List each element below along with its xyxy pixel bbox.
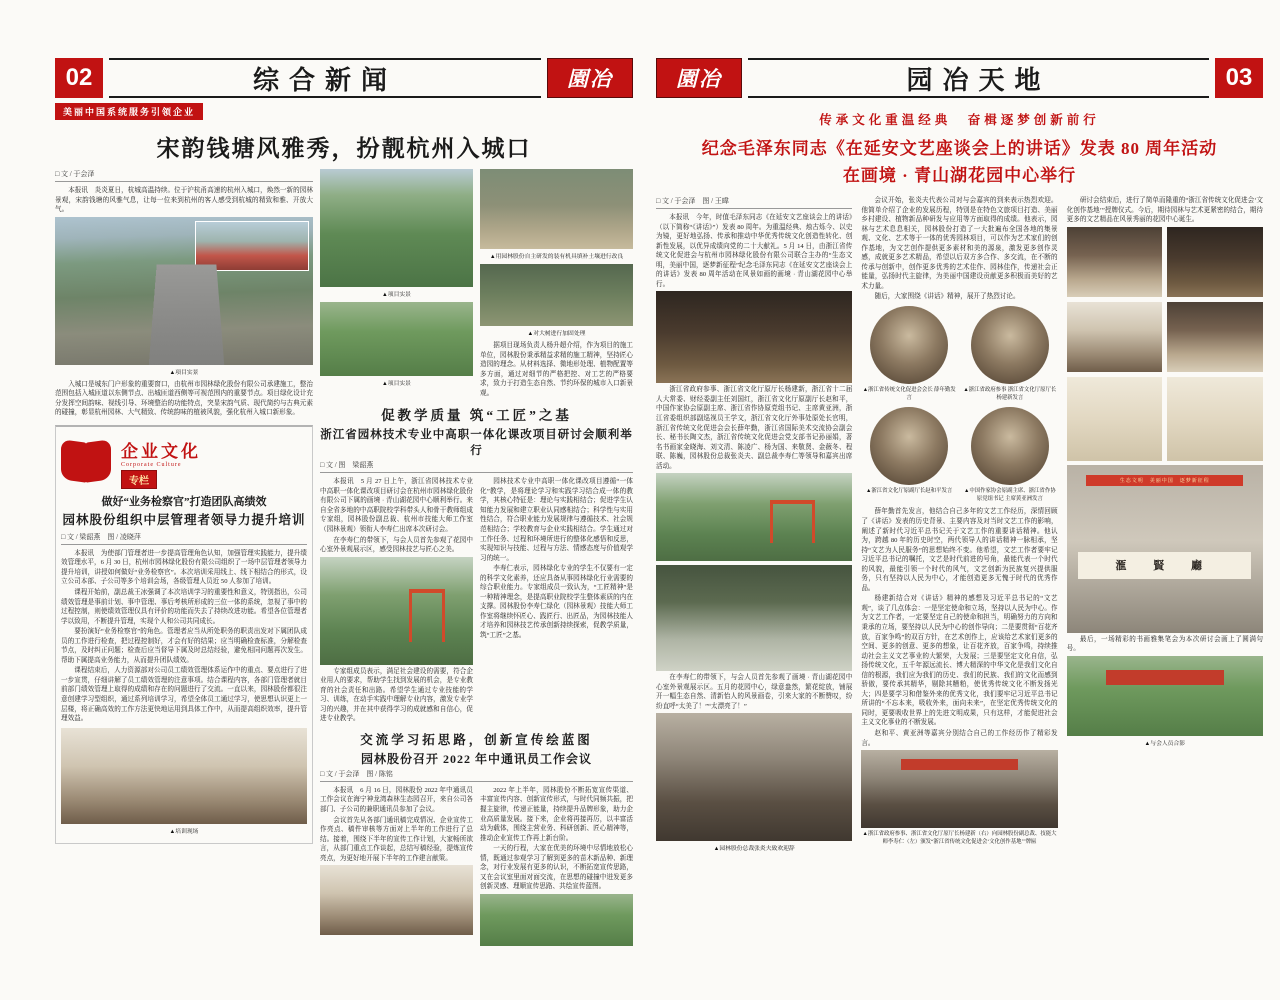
- page-right: [656, 58, 1263, 988]
- workshop-paragraph: 园林技术专业中高职一体化课改项目遵循“一体化”教学，是将理论学习和实践学习结合成一体的教学，其核心特征是：理论与实践相结合；促进学生认知能力发展和建立职业认同感相结合；科学性与实用性结合，符合职业能力发展规律与遵循技术、社会规范相结合；学校教育与企业实践相结合。学生通过对工作任务、过程和环境所进行的整体化感悟和反思，实现知识与技能、过程与方法、情感态度与价值观学习的统一。: [480, 478, 633, 562]
- workshop-paragraph: 本报讯 5 月 27 日上午，浙江省园林技术专业中高职一体化课改项目研讨会在杭州市园林绿化股份有限公司下属的画境 · 青山湖花园中心顺利举行。来自全省多地的中高职院校学科带头人和骨干教师组成专家组，园林股份副总裁、杭州市技能大师工作室（园林景观）领衔人李寿仁出席本次研讨会。: [320, 478, 473, 534]
- photo-entrance-aerial: [55, 217, 313, 365]
- speaker-portraits: [861, 306, 1057, 503]
- caption-project-view-b2: ▲项目实景: [382, 381, 411, 387]
- culture-paragraph: 要扮演好“业务检察官”的角色。管理者应当从所处职务的职责出发对下属团队成员的工作进行检查，把过程控制好，才会有好的结果；应当明确检查标准，分解检查节点，及时纠正问题；检查后应当督导下属及时总结经验，避免相同问题再次发生。帮助下属提高业务能力，从而提升团队绩效。: [61, 628, 307, 664]
- right-paragraph: 薛年勤首先发言，他结合自己多年的文艺工作经历，深情回顾了《讲话》发表的历史背景、主要内容及对当时文艺工作的影响，阐述了新时代习近平总书记关于文艺工作的重要讲话精神。他认为，跨越 80 年的历史时空，两代领导人的讲话精神一脉相承，坚持“文艺为人民服务”的思想始终不变。他希望，文艺工作者要牢记习近平总书记的嘱托，文艺是时代前进的号角，最能代表一个时代的风貌，最能引领一个时代的风气，文艺创新为民族复兴提供服务，只有坚持以人民为中心，才能创造更多无愧于时代的优秀作品。: [861, 508, 1058, 592]
- comm-paragraph: 一天的行程，大家在优美的环境中尽情地放松心情，既通过参观学习了解到更多的苗木新品种、新理念，对行业发展有更多的认识，不断拓宽宣传思路，又在会议室里面对面交流，在思想的碰撞中迸发更多创新灵感、理顺宣传思路、共绘宣传蓝图。: [480, 845, 633, 891]
- circle-portrait-zhao-heping: [870, 407, 948, 485]
- masthead-logo-right: 園冶: [656, 58, 742, 98]
- caption-training: ▲培训现场: [169, 828, 199, 835]
- caption-speaker: ▲浙江省传统文化促进会会长 薛年勤发言: [862, 387, 956, 402]
- workshop-paragraph: 李寿仁表示，园林绿化专业的学生不仅要有一定的科学文化素养，还应具备从事园林绿化行业需要的综合职业能力。专家组成员一致认为，“工匠精神”是一种精神理念，是提高职业院校学生整体素质的内在支撑。园林股份李寿仁绿化（园林景观）技能大师工作室将继续怀匠心、践匠行、出匠品，为园林技能人才培养和园林技艺传承创新持续探索，促教学质量，筑“工匠”之基。: [480, 565, 633, 640]
- workshop-paragraph: 在李寿仁的带领下，与会人员首先参观了花园中心室外景观展示区，感受园林技艺与匠心之美。: [320, 536, 473, 554]
- comm-col-right: [480, 786, 633, 946]
- section-title-left: 综合新闻: [109, 58, 541, 98]
- right-paragraph: 本报讯 今年，时值毛泽东同志《在延安文艺座谈会上的讲话》（以下简称“《讲话》”）发表 80 周年。为重温经典、烛古烁今、以史为镜，更好地弘扬、传承和推动中华优秀传统文化创造性转化、创新性发展，以优异成绩向党的二十大献礼。5 月 14 日，由浙江省传统文化促进会与杭州市园林绿化股份有限公司联合主办的“生态文明，美丽中国，逐梦新征程”纪念毛泽东同志《在延安文艺座谈会上的讲话》发表 80 周年活动在风景如画的画境 · 青山湖花园中心举行。: [656, 214, 853, 288]
- photo-tree-reinforcement: [480, 264, 633, 326]
- comm-paragraph: 2022 年上半年，园林股份不断拓宽宣传渠道、丰富宣传内容、创新宣传形式，与时代同频共振，把握主旋律，传递正能量，持续提升品牌形象，助力企业高质量发展。接下来，企业将再接再厉，以丰富活动为载体，围绕主营业务、科研创新、匠心精神等，推动企业宣传工作再上新台阶。: [480, 786, 633, 842]
- artwork-painting-2: [1167, 377, 1263, 461]
- right-column-3: [1067, 196, 1263, 856]
- workshop-col-left: [320, 477, 473, 724]
- page-number-right: 03: [1215, 58, 1263, 98]
- right-paragraph: 最后，一场精彩的书画雅集笔会为本次研讨会画上了圆满句号。: [1066, 635, 1263, 653]
- photo-tollgate-inset: [195, 221, 309, 271]
- main-headline-line1: 纪念毛泽东同志《在延安文艺座谈会上的讲话》发表 80 周年活动: [701, 139, 1218, 158]
- page-number-left: 02: [55, 58, 103, 98]
- caption-speaker: ▲中国作家协会原副主席、浙江省作协原党组书记 主席黄亚洲发言: [964, 488, 1056, 503]
- caption-soil-improvement: ▲用园林股份自主研发的装有机具填补土壤进行改良: [489, 254, 624, 260]
- right-paragraph: 浙江省政府参事、浙江省文化厅原厅长杨建新，浙江省十二届人大常委、财经委副主任刘国红，浙江省文化厅原副厅长赵和平，中国作家协会原副主席、浙江省作协原党组书记、主席黄亚洲，浙江省委组织部副巡视员王学文，浙江省文化厅外事处原处长官明，浙江省传统文化促进会会长薛年勤，浙江省国际美术交流协会副会长、秘书长陶文杰，浙江省传统文化促进会党支部书记孙丽娟，著名书画家金晓海、刘文清、陈凌广、杨为国、来敬贤、金薇冬、程联、陈巍，园林股份总裁张炎夫、副总裁李寿仁等领导和嘉宾出席活动。: [656, 386, 853, 470]
- lead-byline: □ 文 / 于会泽: [55, 169, 313, 182]
- culture-headline-2: 园林股份组织中层管理者领导力提升培训: [62, 512, 306, 527]
- right-paragraph: 随后，大家围绕《讲话》精神，展开了热烈讨论。: [874, 293, 1020, 301]
- section-title-right: 园冶天地: [748, 58, 1209, 98]
- photo-plaque-award: [861, 750, 1057, 828]
- award-backdrop: [901, 759, 1019, 770]
- caption-project-view-main: ▲项目实景: [169, 369, 199, 376]
- photo-comm-group-outdoor: [480, 894, 633, 946]
- workshop-col-right: [480, 477, 633, 724]
- photo-meeting-hall: [656, 291, 852, 383]
- main-headline-line2: 在画境 · 青山湖花园中心举行: [842, 166, 1077, 185]
- circle-portrait-xue-nianqin: [870, 306, 948, 384]
- photo-calligraphy-1: [1067, 227, 1163, 297]
- caption-tree-reinforcement: ▲对大树进行加固处理: [527, 331, 586, 337]
- kicker-line: 传承文化重温经典 奋楫逐梦创新前行: [819, 113, 1100, 127]
- photo-forest-mist: [656, 565, 852, 671]
- comm-paragraph: 本报讯 6 月 16 日，园林股份 2022 年中通讯员工作会议在海宁神龙湾森林生态园召开，来自公司各部门、子公司的兼职通讯员参加了会议。: [320, 786, 473, 814]
- culture-headline-1: 做好“业务检察官”打造团队高绩效: [101, 495, 267, 508]
- page-left: [55, 58, 633, 983]
- workshop-byline: □ 文 / 图 梁韶燕: [320, 460, 633, 473]
- photo-ceo-speech: [656, 713, 852, 841]
- workshop-paragraph: 专家组成员表示，满足社会建设的需要，符合企业用人的要求，帮助学生找到发展的机会，是专业教育的社会责任和出路。希望学生通过专业技能的学习、训练，在动手实践中理解专业内容，激发专业学习的兴趣，并在其中获得学习的成就感和自信心，促进专业教学。: [320, 667, 473, 723]
- tagline-banner: 美丽中国系统服务引领企业: [55, 103, 203, 120]
- circle-portrait-huang-yazhou: [971, 407, 1049, 485]
- photo-calligraphy-4: [1167, 302, 1263, 372]
- group-photo-banner: [1106, 670, 1224, 684]
- comm-headline-line2: 园林股份召开 2022 年中通讯员工作会议: [360, 751, 592, 766]
- culture-column-title: 企业文化: [121, 441, 201, 461]
- photo-group-photo: [1067, 656, 1263, 736]
- photo-training-room: [61, 728, 307, 824]
- caption-speaker: ▲浙江省政府参事 浙江省文化厅原厅长杨建新发言: [963, 387, 1057, 402]
- lead-paragraph: 据项目现场负责人杨升超介绍，作为项目的施工单位，园林股份秉承精益求精的施工精神，坚持匠心造园的理念。从材料选择、微地形处理、植物配置等多方面，通过对细节的严格把控、对工艺的严格要求，致力于打造生态自然、节约环保的城市入口新景观。: [480, 342, 633, 397]
- caption-project-view-b1: ▲项目实景: [382, 292, 411, 298]
- left-column-c: [480, 169, 633, 398]
- photo-soil-improvement: [480, 169, 633, 249]
- workshop-headline-line1: 促教学质量 筑“工匠”之基: [381, 408, 572, 424]
- left-column-a: [55, 169, 313, 946]
- lead-paragraph: 入城口是城东门户形象的重要窗口，由杭州市园林绿化股份有限公司承建施工，整治范围包括入城匝道以东侧节点、出城匝道西侧等可视范围内的重要节点。项目绿化设计充分发挥空间韵味、视线引导、环境整治的功能特点，突显宋韵气质、现代简约与古典元素的碰撞，彰显杭州园林、大气精致、传统韵味的植被风貌，强化杭州入城口新形象。: [55, 380, 313, 417]
- right-column-1: [656, 196, 852, 856]
- book-icon: [61, 441, 113, 485]
- right-paragraph: 在李寿仁的带领下，与会人员首先参观了画境 · 青山湖花园中心室外景观展示区。五月的花园中心，绿意盎然，繁花绽放，铺展开一幅生态自然、清新怡人的风景画卷，引来大家的不断赞叹，纷纷直呼“太美了！”“太漂亮了！”: [656, 674, 853, 710]
- right-column-2: [861, 196, 1057, 856]
- right-page-header: [656, 58, 1263, 98]
- left-page-right-region: [320, 169, 633, 946]
- culture-column: [55, 425, 313, 844]
- caption-group-photo: ▲与会人员合影: [1144, 740, 1186, 747]
- culture-paragraph: 本报讯 为使部门管理者进一步提高管理角色认知，加强管理实践能力，提升绩效管理水平，6 月 30 日，杭州市园林绿化股份有限公司组织了一场中层管理者领导力提升培训，讲授如何做好“业务检察官”。本次培训采用线上、线下相结合的形式，设立公司本部、子公司等多个培训会场，各级管理人员近 50 人参加了培训。: [61, 549, 307, 586]
- photo-calligraphy-3: [1067, 302, 1163, 372]
- photo-group-torii: [656, 473, 852, 561]
- caption-plaque-award: ▲浙江省政府参事、浙江省文化厅原厅长杨建新（右）向园林股份副总裁、技能大师李寿仁（左）颁发“浙江省传统文化促进会‘文化创作基地’”牌匾: [862, 831, 1057, 846]
- left-column-b: [320, 169, 473, 398]
- caption-speaker: ▲浙江省文化厅原副厅长赵和平发言: [866, 488, 953, 495]
- photo-garden-median: [320, 169, 473, 287]
- culture-column-subtitle: Corporate Culture: [121, 461, 182, 468]
- right-paragraph: 赵和平、黄亚洲等嘉宾分别结合自己的工作经历作了精彩发言。: [861, 730, 1058, 747]
- photo-roadside-green: [320, 302, 473, 376]
- banner-in-photo: 生态文明 美丽中国 逐梦新征程: [1086, 475, 1243, 486]
- culture-byline: □ 文 / 梁韶燕 图 / 凌晓萍: [61, 532, 307, 545]
- workshop-headline-line2: 浙江省园林技术专业中高职一体化课改项目研讨会顺利举行: [320, 429, 633, 458]
- workshop-headline: [320, 404, 633, 458]
- culture-paragraph: 课程结束后，人力资源部对公司员工绩效管理体系运作中的重点、要点进行了进一步宣贯，仔细讲解了员工绩效管理的注意事项。结合课程内容，各部门管理者就目前部门绩效管理上取得的成绩和存在的问题进行了交流。一直以来，园林股份都很注意创建学习型组织，通过系列培训学习，希望全体员工通过学习，使思想认识更上一层楼，将正确高效的工作方法更快地运用到具体工作中，从而提高组织效率，提升管理效益。: [61, 667, 307, 723]
- culture-paragraph: 课程开始前，副总裁王冰强调了本次培训学习的重要性和意义，特别指出，公司绩效管理是事前计划、事中管理、事后考核所形成的三位一体的系统，忽视了事中的过程控制，则使绩效管理仅具有评价的功能而失去了持续改进功能。希望各位管理者学以致用，不断提升管理，实现个人和公司共同成长。: [61, 589, 307, 625]
- culture-column-tag: 专栏: [121, 470, 157, 489]
- caption-ceo-speech: ▲园林股份总裁张炎夫致欢迎辞: [713, 846, 795, 853]
- photo-comm-meeting-room: [320, 865, 473, 935]
- photo-scroll-presentation: [1067, 465, 1263, 633]
- left-page-header: [55, 58, 633, 98]
- photo-calligraphy-2: [1167, 227, 1263, 297]
- comm-byline: □ 文 / 于会泽 图 / 陈铭: [320, 769, 633, 782]
- lead-paragraph: 本报讯 炎炎夏日，杭城高温持续。位于沪杭甬高速的杭州入城口，焕然一新的园林景观，宋韵钱塘的风雅气息，让每一位来到杭州的客人感受到杭城的精致和雅、开放大气。: [55, 187, 313, 214]
- right-paragraph: 研讨会结束后，进行了简单而隆重的“浙江省传统文化促进会‘文化创作基地’”授牌仪式。今后，期待园林与艺术更紧密的结合，期待更多的文艺精品在风景秀丽的花园中心诞生。: [1066, 197, 1263, 224]
- right-byline: □ 文 / 于会泽 图 / 王暐: [656, 196, 852, 209]
- comm-headline: [320, 730, 633, 767]
- comm-headline-line1: 交流学习拓思路，创新宣传绘蓝图: [360, 732, 593, 747]
- comm-paragraph: 会议首先从各部门通讯稿完成情况、企业宣传工作亮点、稿件审核等方面对上半年的工作进行了总结。接着，围绕下半年的宣传工作计划，大家畅所欲言，从部门重点工作谈起，总结写稿经验，提炼宣传亮点，为更好地开展下半年的工作建言献策。: [320, 816, 473, 862]
- circle-portrait-yang-jianxin: [971, 306, 1049, 384]
- right-paragraph: 杨建新结合对《讲话》精神的感想及习近平总书记的“文艺观”，谈了几点体会：一是坚定使命和立场，坚持以人民为中心。作为文艺工作者，一定要坚定自己的使命和担当，明确努力的方向和秉承的立场，要坚持以人民为中心的创作导向；二是要贯彻“百花齐放，百家争鸣”的双百方针，在艺术创作上，应该给艺术家们更多的空间、更多的创意、更多的想象，让百花齐放，百家争鸣，持续推动社会主义文艺事业的大繁荣，大发展；三是要坚定文化自信，弘扬传统文化，五千年源远流长、博大精深的中华文化是我们文化自信的根源，我们应为我们的历史、我们的民族、我们的文化而感到骄傲，要传承其精华，剔除其糟粕，使优秀传统文化不断发扬光大；四是要学习和借鉴外来的优秀文化，我们要牢记习近平总书记所讲的“不忘本来，吸收外来，面向未来”，在坚定优秀传统文化的同时，更要吸收世界上的先进文明成果，只有这样，才能促进社会主义文化事业的不断发展。: [861, 595, 1058, 727]
- comm-col-left: [320, 786, 473, 946]
- calligraphy-scroll-text: 滙 賢 廳: [1078, 552, 1251, 579]
- lead-headline: 宋韵钱塘风雅秀，扮靓杭州入城口: [156, 136, 532, 161]
- photo-garden-tour: [320, 557, 473, 665]
- masthead-logo-left: 園冶: [547, 58, 633, 98]
- calligraphy-collage: [1067, 227, 1263, 461]
- right-paragraph: 会议开始，张炎夫代表公司对与会嘉宾的到来表示热烈欢迎。他简单介绍了企业的发展历程，特别是在特色文旅项目打造、美丽乡村建设、植物新品种研发与应用等方面取得的成绩。他表示，园林与艺术息息相关，园林股份打造了一大批遍布全国各地的集景观、文化、艺术等于一体的优秀园林项目，可以作为艺术家们的创作基地，为文艺创作提供更多素材和美的源泉，激发更多创作灵感，成就更多艺术精品，希望以后双方多合作、多交流，在不断的传承与创新中，创作更多优秀的艺术佳作、园林佳作，传递社会正能量，弘扬时代主旋律，为美丽中国建设贡献更多积极而美好的艺术力量。: [861, 197, 1058, 290]
- artwork-painting-1: [1067, 377, 1163, 461]
